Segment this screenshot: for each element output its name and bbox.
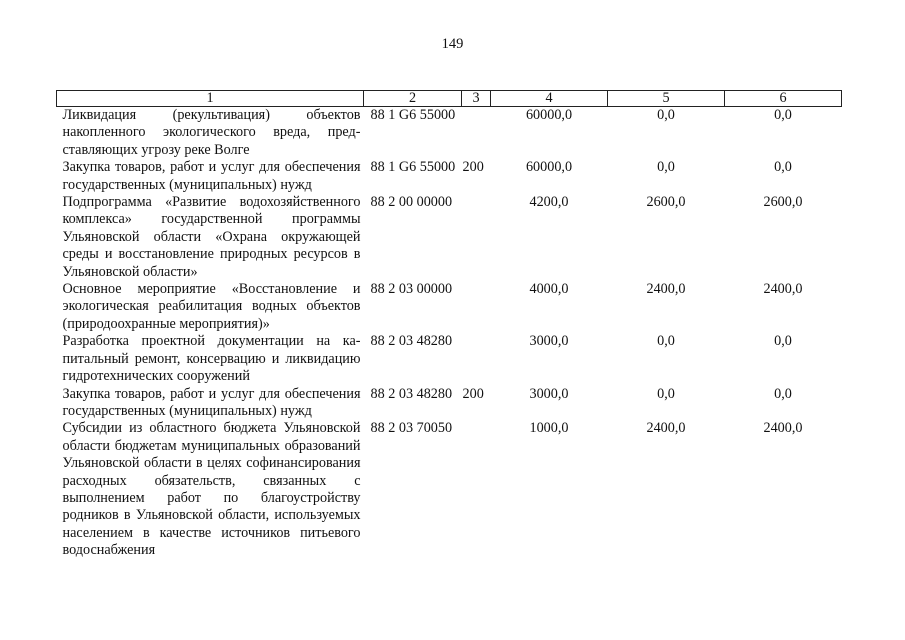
- row-target-code: 88 1 G6 55000: [370, 159, 456, 176]
- row-target-code: 88 2 03 48280: [370, 385, 453, 402]
- table-row: [57, 194, 842, 281]
- header-col-1: 1: [57, 91, 364, 107]
- row-description: Ликвидация (рекультивация) объектов накопленного экологического вреда, представляющих угрозу реке Волге: [62, 107, 361, 158]
- row-amount-col4: 4000,0: [529, 281, 569, 298]
- row-expense-type: [462, 194, 491, 281]
- table-row: [57, 420, 842, 559]
- row-amount-col4: 1000,0: [529, 420, 569, 437]
- row-amount-col4: 3000,0: [529, 385, 569, 402]
- row-target-code: 88 1 G6 55000: [370, 107, 456, 123]
- header-col-5: 5: [608, 91, 725, 107]
- row-amount-col4: 60000,0: [525, 107, 573, 123]
- row-amount-col6: 0,0: [774, 333, 792, 350]
- row-amount-col5: 2600,0: [646, 194, 686, 211]
- header-col-3: 3: [462, 91, 491, 107]
- header-col-2: 2: [364, 91, 462, 107]
- row-expense-type: [462, 107, 491, 160]
- table-row: [57, 159, 842, 194]
- header-col-6: 6: [725, 91, 842, 107]
- table-row: [57, 281, 842, 333]
- row-amount-col5: 2400,0: [646, 420, 686, 437]
- row-expense-type: 200: [462, 385, 484, 402]
- row-target-code: 88 2 03 00000: [370, 281, 453, 298]
- row-description: Основное мероприятие «Восстановление и экологическая реабилитация водных объектов (природоохранные мероприятия)»: [62, 281, 361, 332]
- row-expense-type: [462, 333, 491, 385]
- row-description: Закупка товаров, работ и услуг для обеспечения государственных (муниципальных) нужд: [62, 159, 361, 193]
- table-row: [57, 107, 842, 160]
- table-row: [57, 386, 842, 421]
- row-amount-col5: 0,0: [657, 385, 675, 402]
- row-description: Разработка проектной документации на капитальный ремонт, консервацию и ликвидацию гидротехнических сооружений: [62, 333, 361, 385]
- row-amount-col6: 2600,0: [763, 194, 803, 211]
- table-body: [57, 107, 842, 560]
- header-row: [57, 91, 842, 107]
- row-amount-col6: 0,0: [774, 159, 792, 176]
- row-amount-col4: 4200,0: [529, 194, 569, 211]
- row-description: Субсидии из областного бюджета Ульяновской области бюджетам муниципальных образований Ульяновской области в целях софинансирования расходных обязательств, связанных с выполнением работ по благоустройству родников в Ульяновской области, используемых населением в качестве источников питьевого водоснабжения: [62, 420, 361, 559]
- row-description: Закупка товаров, работ и услуг для обеспечения государственных (муниципальных) нужд: [62, 385, 361, 419]
- row-amount-col5: 0,0: [657, 107, 675, 123]
- row-amount-col4: 60000,0: [525, 159, 573, 176]
- budget-table: [56, 90, 842, 560]
- row-target-code: 88 2 03 48280: [370, 333, 453, 350]
- row-target-code: 88 2 00 00000: [370, 194, 453, 211]
- row-amount-col5: 0,0: [657, 333, 675, 350]
- row-target-code: 88 2 03 70050: [370, 420, 453, 437]
- table-header: [57, 91, 842, 107]
- row-description: Подпрограмма «Развитие водохозяйственного комплекса» государственной программы Ульяновской области «Охрана окружающей среды и восстановление природных ресурсов в Ульяновской области»: [62, 194, 361, 280]
- row-amount-col6: 0,0: [774, 107, 792, 123]
- row-amount-col4: 3000,0: [529, 333, 569, 350]
- row-expense-type: [462, 420, 491, 559]
- row-expense-type: 200: [462, 159, 484, 176]
- row-amount-col5: 0,0: [657, 159, 675, 176]
- header-col-4: 4: [491, 91, 608, 107]
- table-row: [57, 333, 842, 385]
- row-amount-col6: 2400,0: [763, 420, 803, 437]
- row-amount-col6: 0,0: [774, 385, 792, 402]
- page-number: 149: [441, 36, 464, 52]
- row-amount-col5: 2400,0: [646, 281, 686, 298]
- row-amount-col6: 2400,0: [763, 281, 803, 298]
- row-expense-type: [462, 281, 491, 333]
